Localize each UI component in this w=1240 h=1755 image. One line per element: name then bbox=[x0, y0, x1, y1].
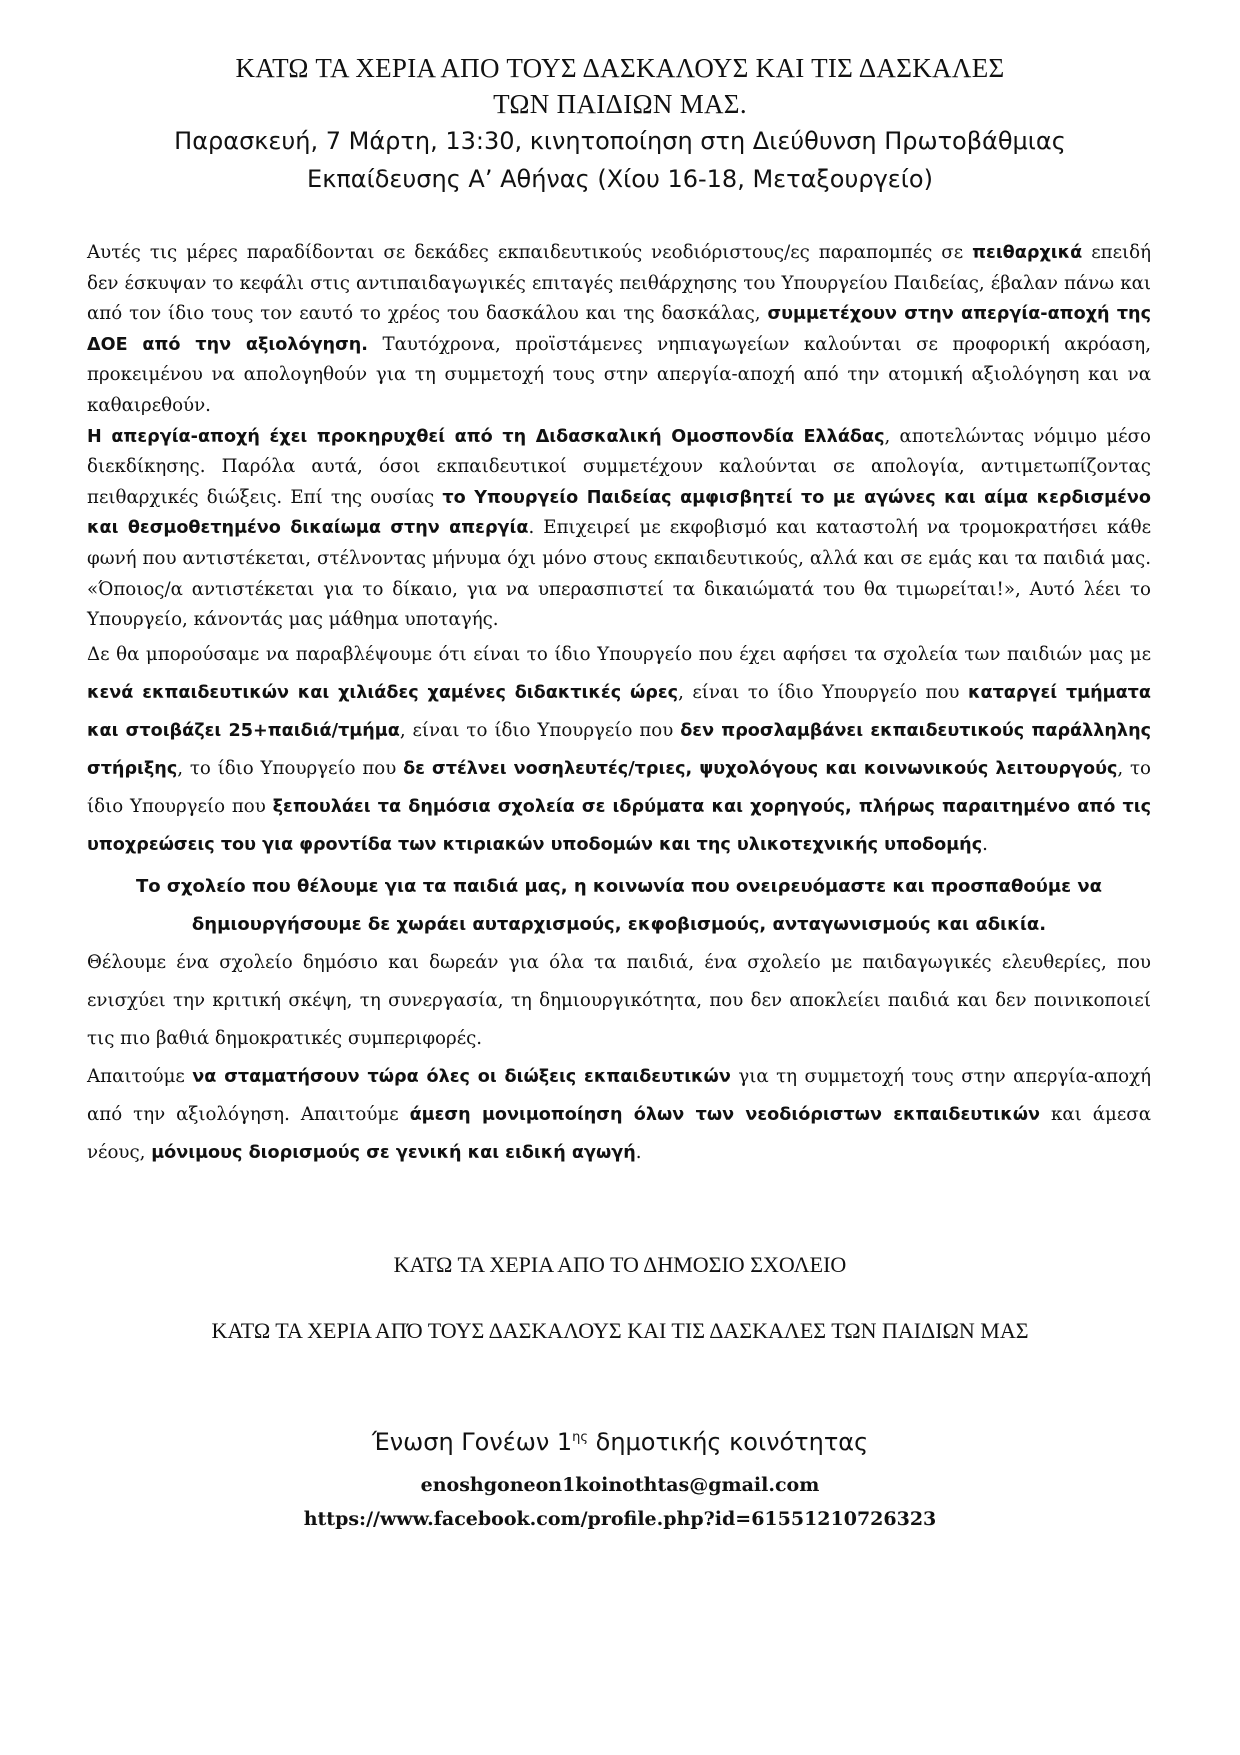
text-span: . Επιχειρεί με εκφοβισμό και καταστολή να τρομοκρατήσει κάθε φωνή που αντιστέκεται, στέλνοντας μήνυμα όχι μόνο στους εκπαιδευτικούς, αλλά και σε εμάς και τα παιδιά μας. «Όποιος/α αντιστέκεται για το δίκαιο, για να υπερασπιστεί τα δικαιώματά του θα τιμωρείται!», Αυτό λέει το Υπουργείο, κάνοντάς μας μάθημα υποταγής. bbox=[87, 517, 1151, 631]
signature-facebook-link: https://www.facebook.com/profile.php?id=61551210726323 bbox=[303, 1508, 937, 1530]
text-span: , είναι το ίδιο Υπουργείο που bbox=[678, 681, 968, 703]
bold-span: συμμετέχουν στην απεργία-αποχή της ΔΟΕ από την αξιολόγηση. bbox=[87, 304, 1151, 355]
headline-line-2: ΤΩΝ ΠΑΙΔΙΩΝ ΜΑΣ. bbox=[493, 89, 747, 119]
text-span: Ταυτόχρονα, προϊστάμενες νηπιαγωγείων καλούνται σε προφορική ακρόαση, προκειμένου να απολογηθούν για τη συμμετοχή τους στην απεργία-αποχή από την ατομική αξιολόγηση και να καθαιρεθούν. bbox=[87, 333, 1151, 416]
paragraph-1 bbox=[87, 238, 1151, 422]
signature-email: enoshgoneon1koinothtas@gmail.com bbox=[420, 1474, 820, 1496]
text-span: . bbox=[635, 1141, 642, 1163]
text-span: , το ίδιο Υπουργείο που bbox=[87, 757, 1151, 817]
paragraph-4: Θέλουμε ένα σχολείο δημόσιο και δωρεάν για όλα τα παιδιά, ένα σχολείο με παιδαγωγικές ελευθερίες, που ενισχύει την κριτική σκέψη, τη συνεργασία, τη δημιουργικότητα, που δεν αποκλείει παιδιά και δεν ποινικοποιεί τις πιο βαθιά δημοκρατικές συμπεριφορές. bbox=[87, 951, 1151, 1049]
bold-span: πειθαρχικά bbox=[972, 243, 1083, 263]
bold-span: δεν προσλαμβάνει εκπαιδευτικούς παράλληλης στήριξης bbox=[87, 720, 1152, 779]
paragraph-3 bbox=[87, 636, 1151, 864]
signature-block bbox=[0, 1428, 1240, 1536]
text-span: , το ίδιο Υπουργείο που bbox=[177, 757, 404, 779]
bold-span: δε στέλνει νοσηλευτές/τριες, ψυχολόγους και κοινωνικούς λειτουργούς bbox=[403, 758, 1118, 779]
slogan-public-school: ΚΑΤΩ ΤΑ ΧΕΡΙΑ ΑΠΟ ΤΟ ΔΗΜΟΣΙΟ ΣΧΟΛΕΙΟ bbox=[393, 1252, 847, 1277]
bold-span: ξεπουλάει τα δημόσια σχολεία σε ιδρύματα και χορηγούς, πλήρως παραιτημένο από τις υποχρεώσεις του για φροντίδα των κτιριακών υποδομών και της υλικοτεχνικής υποδομής bbox=[87, 796, 1151, 855]
slogan-teachers: ΚΑΤΩ ΤΑ ΧΕΡΙΑ ΑΠΌ ΤΟΥΣ ΔΑΣΚΑΛΟΥΣ ΚΑΙ ΤΙΣ ΔΑΣΚΑΛΕΣ ΤΩΝ ΠΑΙΔΙΩΝ ΜΑΣ bbox=[211, 1318, 1029, 1343]
bold-span: καταργεί τμήματα και στοιβάζει 25+παιδιά/τμήμα bbox=[87, 682, 1151, 741]
text-span: δημοτικής κοινότητας bbox=[588, 1428, 869, 1456]
bold-span: να σταματήσουν τώρα όλες οι διώξεις εκπαιδευτικών bbox=[192, 1066, 731, 1087]
text-span: , είναι το ίδιο Υπουργείο που bbox=[399, 719, 681, 741]
document-body bbox=[87, 238, 1151, 1172]
signature-name bbox=[0, 1428, 1240, 1456]
text-span: Ένωση Γονέων 1 bbox=[371, 1428, 573, 1456]
bold-span: μόνιμους διορισμούς σε γενική και ειδική αγωγή bbox=[151, 1142, 636, 1163]
paragraph-2 bbox=[87, 422, 1151, 636]
bold-span: άμεση μονιμοποίηση όλων των νεοδιόριστων εκπαιδευτικών bbox=[409, 1104, 1041, 1125]
text-span: επειδή δεν έσκυψαν το κεφάλι στις αντιπαιδαγωγικές επιταγές πειθάρχησης του Υπουργείου Παιδείας, έβαλαν πάνω και από τον ίδιο τους τον εαυτό το χρέος του δασκάλου και της δασκάλας, bbox=[87, 242, 1151, 325]
text-span: Αυτές τις μέρες παραδίδονται σε δεκάδες εκπαιδευτικούς νεοδιόριστους/ες παραπομπές σε bbox=[87, 242, 973, 263]
text-span: και άμεσα νέους, bbox=[87, 1103, 1151, 1163]
bold-span: το Υπουργείο Παιδείας αμφισβητεί το με αγώνες και αίμα κερδισμένο και θεσμοθετημένο δικαίωμα στην απεργία bbox=[87, 487, 1151, 539]
text-span: Δε θα μπορούσαμε να παραβλέψουμε ότι είναι το ίδιο Υπουργείο που έχει αφήσει τα σχολεία των παιδιών μας με bbox=[87, 643, 1151, 665]
bold-span: κενά εκπαιδευτικών και χιλιάδες χαμένες διδακτικές ώρες bbox=[87, 682, 679, 703]
event-line-1: Παρασκευή, 7 Μάρτη, 13:30, κινητοποίηση στη Διεύθυνση Πρωτοβάθμιας bbox=[174, 127, 1066, 155]
headline-line-1: ΚΑΤΩ ΤΑ ΧΕΡΙΑ ΑΠΟ ΤΟΥΣ ΔΑΣΚΑΛΟΥΣ ΚΑΙ ΤΙΣ ΔΑΣΚΑΛΕΣ bbox=[235, 53, 1005, 83]
event-line-2: Εκπαίδευσης Α’ Αθήνας (Χίου 16-18, Μεταξουργείο) bbox=[307, 165, 933, 193]
text-span: για τη συμμετοχή τους στην απεργία-αποχή από την αξιολόγηση. Απαιτούμε bbox=[87, 1065, 1151, 1125]
text-span: , αποτελώντας νόμιμο μέσο διεκδίκησης. Παρόλα αυτά, όσοι εκπαιδευτικοί συμμετέχουν καλούνται σε απολογία, αντιμετωπίζοντας πειθαρχικές διώξεις. Επί της ουσίας bbox=[87, 425, 1151, 508]
text-span: Απαιτούμε bbox=[87, 1065, 193, 1087]
paragraph-5 bbox=[87, 1058, 1151, 1172]
document-header bbox=[0, 50, 1240, 198]
centered-statement: Το σχολείο που θέλουμε για τα παιδιά μας, η κοινωνία που ονειρευόμαστε και προσπαθούμε να δημιουργήσουμε δε χωράει αυταρχισμούς, εκφοβισμούς, ανταγωνισμούς και αδικία. bbox=[135, 875, 1103, 935]
text-span: . bbox=[982, 833, 988, 855]
bold-span: Η απεργία-αποχή έχει προκηρυχθεί από τη Διδασκαλική Ομοσπονδία Ελλάδας bbox=[87, 426, 885, 447]
superscript: ης bbox=[572, 1430, 588, 1445]
